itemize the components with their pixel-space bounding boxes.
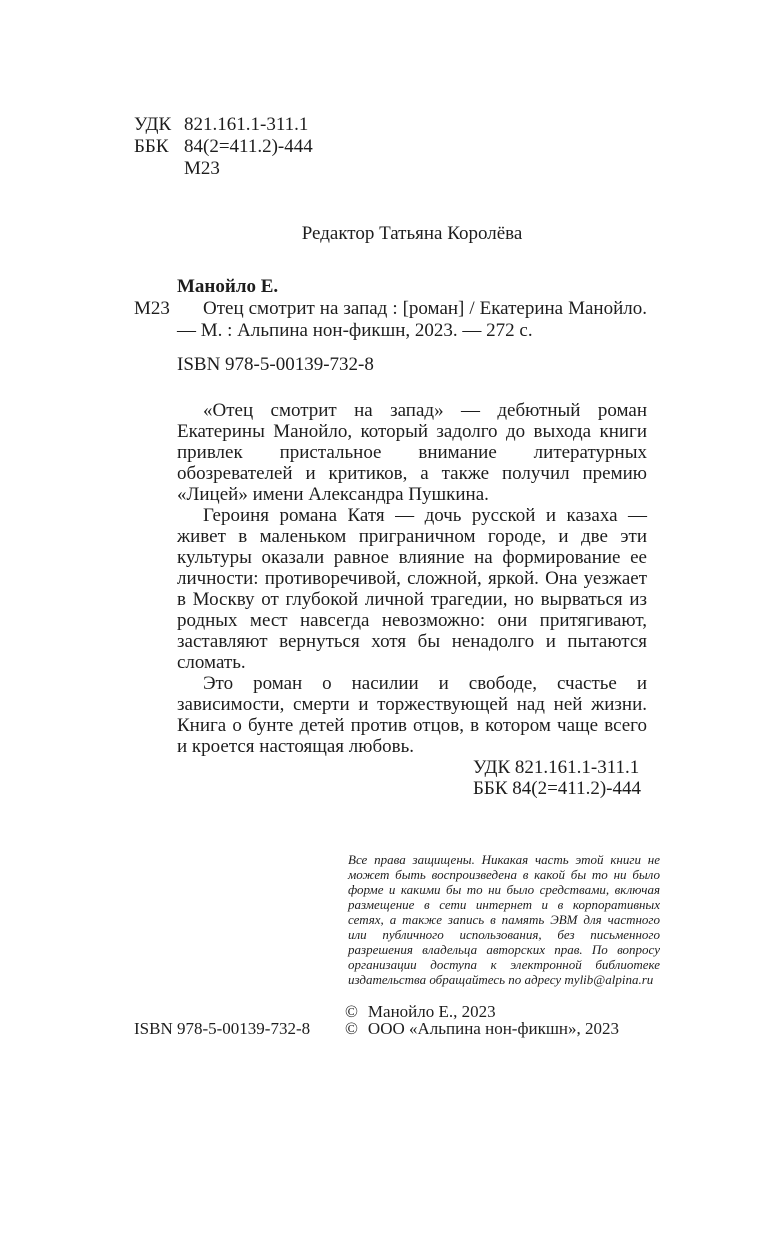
annotation-paragraph-3: Это роман о насилии и свободе, счастье и зависимости, смерти и торжествующей над ней жизни. Книга о бунте детей против отцов, в котором чаще всего и кроется настоящая любовь. [177, 673, 647, 757]
annotation-paragraph-2: Героиня романа Катя — дочь русской и казаха — живет в маленьком приграничном городе, и две эти культуры оказали равное влияние на формирование ее личности: противоречивой, сложной, яркой. Она уезжает в Москву от глубокой личной трагедии, но вырваться из родных мест навсегда невозможно: они притягивают, заставляют вернуться хотя бы ненадолго и пытаются сломать. [177, 505, 647, 673]
annotation-paragraph-1: «Отец смотрит на запад» — дебютный роман Екатерины Манойло, который задолго до выхода книги привлек пристальное внимание литературных обозревателей и критиков, а также получил премию «Лицей» имени Александра Пушкина. [177, 400, 647, 505]
udk-value: 821.161.1-311.1 [184, 114, 309, 135]
copyright-text: Манойло Е., 2023 [367, 1002, 496, 1021]
annotation-codes [473, 757, 647, 799]
card-author-heading: Манойло Е. [177, 276, 279, 297]
copyright-sign: © [345, 1002, 358, 1021]
card-isbn: ISBN 978-5-00139-732-8 [177, 354, 374, 375]
rights-notice: Все права защищены. Никакая часть этой книги не может быть воспроизведена в какой бы то ни было форме и какими бы то ни было средствами, включая размещение в сети интернет и в корпоративных сетях, а также запись в память ЭВМ для частного или публичного использования, без письменного разрешения владельца авторских прав. По вопросу организации доступа к электронной библиотеке издательства обращайтесь по адресу mylib@alpina.ru [348, 852, 660, 987]
annotation-block [177, 400, 647, 799]
card-margin-code: М23 [134, 298, 170, 319]
copyright-text: ООО «Альпина нон-фикшн», 2023 [367, 1019, 620, 1038]
annotation-udk-line: УДК 821.161.1-311.1 [473, 757, 640, 778]
copyright-row-author [345, 1003, 619, 1020]
annotation-bbk-line: ББК 84(2=411.2)-444 [473, 778, 641, 799]
author-sign: М23 [184, 158, 220, 179]
bbk-row [134, 136, 313, 158]
udk-label: УДК [134, 114, 172, 135]
author-sign-spacer [134, 158, 184, 180]
catalog-card-entry-block [134, 298, 647, 342]
editor-line: Редактор Татьяна Королёва [301, 223, 523, 244]
udk-row [134, 114, 313, 136]
card-bibliographic-entry: Отец смотрит на запад : [роман] / Екатерина Манойло. — М. : Альпина нон-фикшн, 2023. — 272 с. [177, 298, 647, 341]
author-sign-row [134, 158, 313, 180]
copyright-sign: © [345, 1019, 358, 1038]
copyright-list [345, 1003, 619, 1037]
footer-isbn: ISBN 978-5-00139-732-8 [134, 1019, 311, 1038]
copyright-row-publisher [345, 1020, 619, 1037]
cataloging-block [134, 114, 313, 180]
bbk-label: ББК [134, 136, 169, 157]
bbk-value: 84(2=411.2)-444 [184, 136, 313, 157]
